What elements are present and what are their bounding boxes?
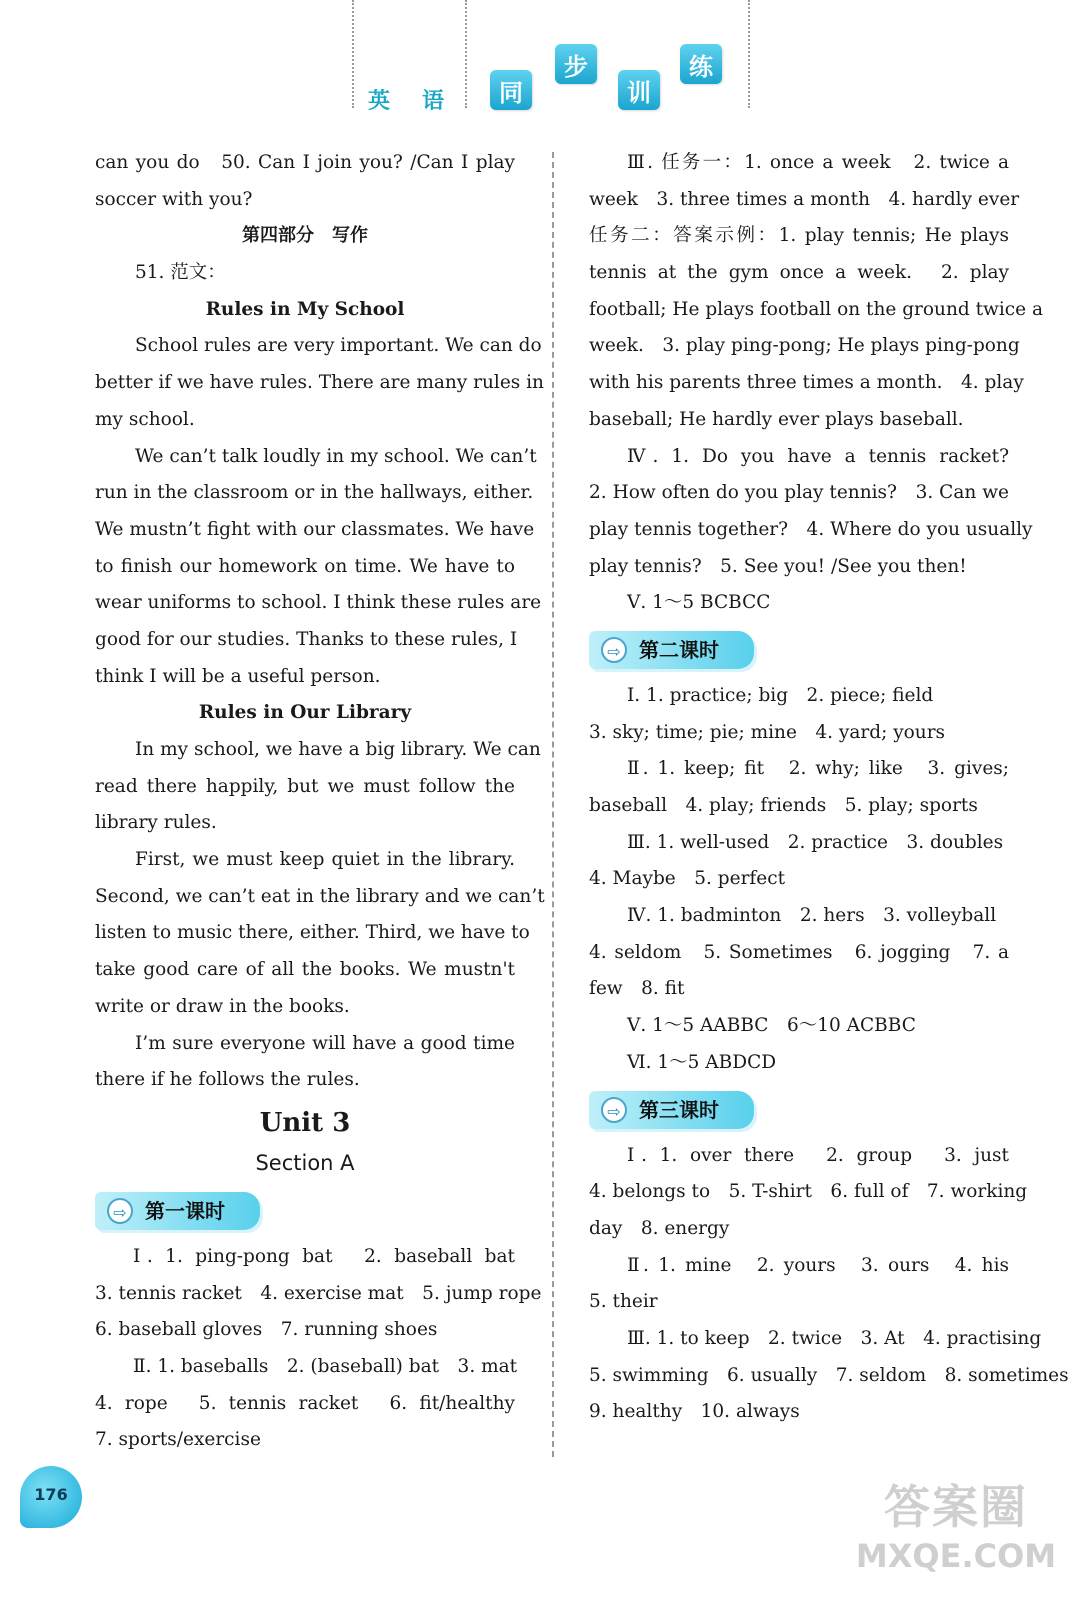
lesson-banner: [589, 1082, 1009, 1138]
lesson-banner-label: 第二课时: [639, 637, 719, 662]
text-line: 51. 范文：: [135, 262, 226, 284]
title-tile: 训: [618, 70, 660, 110]
answer-line: 6. baseball gloves 7. running shoes: [95, 1319, 438, 1341]
answer-line: Ⅰ. 1. practice; big 2. piece; field: [627, 684, 934, 706]
answer-line: week. 3. play ping-pong; He plays ping-pong: [589, 335, 1020, 357]
text-line: I’m sure everyone will have a good time: [135, 1032, 515, 1054]
answer-line: Ⅳ. 1. Do you have a tennis racket?: [627, 445, 1009, 467]
unit-title: Unit 3: [259, 1107, 351, 1138]
title-tile: 步: [555, 44, 597, 84]
text-line: In my school, we have a big library. We can: [135, 739, 541, 760]
watermark-text: 答案圈: [884, 1480, 1028, 1534]
column-divider: [552, 152, 554, 1457]
arrow-right-icon: ⇨: [601, 637, 627, 663]
page-number: 176: [20, 1466, 82, 1528]
text-line: my school.: [95, 408, 195, 430]
subject-char: 语: [422, 89, 445, 114]
answer-line: Ⅲ. 1. well-used 2. practice 3. doubles: [627, 831, 1004, 853]
answer-line: 4. rope 5. tennis racket 6. fit/healthy: [95, 1392, 515, 1414]
answer-line: few 8. fit: [589, 978, 685, 1000]
answer-line: 4. seldom 5. Sometimes 6. jogging 7. a: [589, 941, 1009, 963]
answer-line: Ⅱ. 1. keep; fit 2. why; like 3. gives;: [627, 758, 1009, 780]
lesson-banner-label: 第一课时: [145, 1198, 225, 1223]
text-line: can you do 50. Can I join you? /Can I play: [95, 152, 515, 173]
answer-line: 4. Maybe 5. perfect: [589, 868, 786, 890]
text-line: take good care of all the books. We mustn't: [95, 959, 515, 981]
answer-line: play tennis? 5. See you! /See you then!: [589, 555, 967, 577]
answer-line: Ⅲ. 1. to keep 2. twice 3. At 4. practising: [627, 1327, 1042, 1349]
text-line: good for our studies. Thanks to these rules, I: [95, 628, 518, 650]
answer-line: 3. tennis racket 4. exercise mat 5. jump rope: [95, 1282, 542, 1304]
answer-line: football; He plays football on the ground twice a: [589, 298, 1043, 320]
answer-line: 4. belongs to 5. T-shirt 6. full of 7. working: [589, 1181, 1028, 1203]
answer-line: tennis at the gym once a week. 2. play: [589, 262, 1009, 284]
answer-line: Ⅳ. 1. badminton 2. hers 3. volleyball: [627, 905, 997, 927]
answer-line: play tennis together? 4. Where do you usually: [589, 518, 1033, 540]
title-tile: 练: [680, 44, 722, 84]
text-line: there if he follows the rules.: [95, 1069, 360, 1091]
answer-line: Ⅲ. 任务一：1. once a week 2. twice a: [627, 152, 1009, 173]
answer-line: Ⅵ. 1～5 ABDCD: [627, 1051, 777, 1073]
text-line: to finish our homework on time. We have to: [95, 555, 515, 577]
header-divider: [352, 0, 354, 108]
answer-line: Ⅰ. 1. ping-pong bat 2. baseball bat: [133, 1245, 515, 1267]
section-heading: 第四部分 写作: [242, 225, 368, 247]
answer-line: 3. sky; time; pie; mine 4. yard; yours: [589, 721, 946, 743]
watermark-url: MXQE.COM: [855, 1537, 1057, 1575]
text-line: read there happily, but we must follow the: [95, 775, 515, 797]
answer-line: Ⅴ. 1～5 BCBCC: [627, 592, 771, 614]
text-line: First, we must keep quiet in the library.: [135, 849, 515, 871]
essay-title: Rules in My School: [205, 298, 405, 320]
answer-line: 9. healthy 10. always: [589, 1401, 800, 1423]
answer-line: 任务二：答案示例：1. play tennis; He plays: [589, 225, 1009, 247]
subject-char: 英: [368, 89, 391, 114]
section-title: Section A: [255, 1150, 355, 1175]
answer-line: 2. How often do you play tennis? 3. Can we: [589, 482, 1009, 504]
essay-title: Rules in Our Library: [198, 702, 412, 724]
text-line: School rules are very important. We can do: [135, 335, 542, 357]
answer-line: 5. their: [589, 1291, 658, 1313]
text-line: run in the classroom or in the hallways, either.: [95, 482, 534, 504]
text-line: library rules.: [95, 812, 217, 834]
lesson-banner: [589, 622, 1009, 678]
answer-line: 7. sports/exercise: [95, 1429, 261, 1451]
answer-line: 5. swimming 6. usually 7. seldom 8. sometimes: [589, 1364, 1069, 1386]
answer-line: Ⅱ. 1. baseballs 2. (baseball) bat 3. mat: [133, 1355, 518, 1377]
answer-line: week 3. three times a month 4. hardly ever: [589, 188, 1020, 210]
arrow-right-icon: ⇨: [107, 1198, 133, 1224]
header-divider: [748, 0, 750, 108]
answer-line: Ⅴ. 1～5 AABBC 6～10 ACBBC: [627, 1015, 916, 1037]
title-tile: 同: [490, 70, 532, 110]
answer-line: baseball 4. play; friends 5. play; sports: [589, 795, 978, 816]
text-line: write or draw in the books.: [95, 995, 350, 1017]
text-line: soccer with you?: [95, 188, 253, 210]
text-line: We mustn’t fight with our classmates. We have: [95, 518, 535, 540]
text-line: listen to music there, either. Third, we have to: [95, 922, 530, 944]
right-column: [589, 145, 1069, 1431]
lesson-banner: [95, 1183, 515, 1239]
left-column: [95, 145, 545, 1459]
answer-line: with his parents three times a month. 4. play: [589, 372, 1024, 394]
arrow-right-icon: ⇨: [601, 1097, 627, 1123]
watermark-logo: [851, 1478, 1061, 1590]
answer-line: Ⅰ. 1. over there 2. group 3. just: [627, 1144, 1009, 1166]
answer-line: day 8. energy: [589, 1217, 730, 1239]
text-line: better if we have rules. There are many rules in: [95, 372, 544, 394]
text-line: We can’t talk loudly in my school. We can’t: [135, 445, 537, 467]
text-line: think I will be a useful person.: [95, 665, 381, 687]
lesson-banner-label: 第三课时: [639, 1097, 719, 1122]
text-line: wear uniforms to school. I think these rules are: [95, 592, 542, 614]
text-line: Second, we can’t eat in the library and we can’t: [95, 885, 545, 907]
answer-line: baseball; He hardly ever plays baseball.: [589, 408, 964, 430]
header-divider: [465, 0, 467, 108]
answer-line: Ⅱ. 1. mine 2. yours 3. ours 4. his: [627, 1254, 1009, 1276]
